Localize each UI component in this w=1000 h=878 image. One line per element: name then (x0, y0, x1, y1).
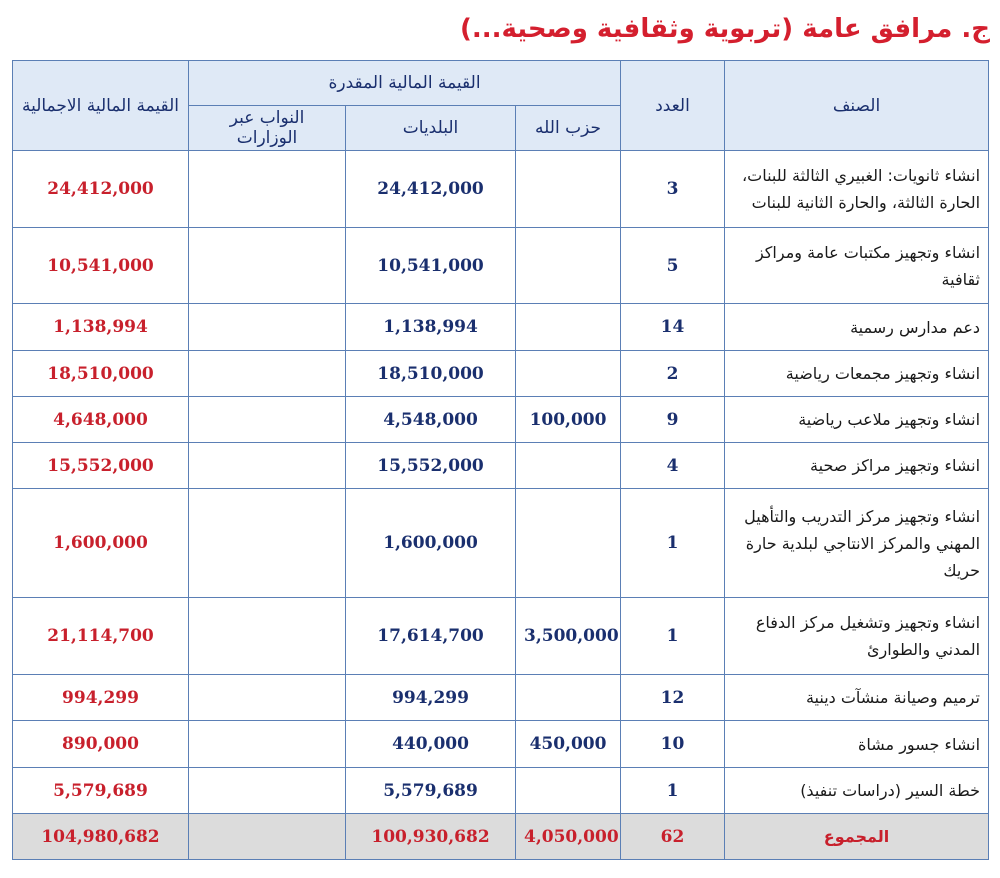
row-category: انشاء وتجهيز مركز التدريب والتأهيل المهني والمركز الانتاجي لبلدية حارة حريك (725, 489, 989, 598)
row-hezbollah (516, 151, 621, 228)
row-hezbollah (516, 228, 621, 304)
row-municipalities: 994,299 (346, 675, 516, 721)
row-mps (189, 721, 346, 768)
row-municipalities: 24,412,000 (346, 151, 516, 228)
sum-mps (189, 814, 346, 860)
row-municipalities: 10,541,000 (346, 228, 516, 304)
row-hezbollah (516, 768, 621, 814)
row-category: انشاء وتجهيز مكتبات عامة ومراكز ثقافية (725, 228, 989, 304)
row-mps (189, 443, 346, 489)
row-hezbollah (516, 675, 621, 721)
row-count: 2 (621, 351, 725, 397)
row-municipalities: 440,000 (346, 721, 516, 768)
row-hezbollah: 100,000 (516, 397, 621, 443)
row-hezbollah: 3,500,000 (516, 598, 621, 675)
row-count: 3 (621, 151, 725, 228)
row-total: 18,510,000 (13, 351, 189, 397)
row-municipalities: 5,579,689 (346, 768, 516, 814)
table-row (13, 721, 989, 768)
row-hezbollah (516, 351, 621, 397)
row-municipalities: 15,552,000 (346, 443, 516, 489)
header-hezbollah: حزب الله (516, 106, 621, 151)
table-row (13, 489, 989, 598)
row-mps (189, 675, 346, 721)
row-total: 1,138,994 (13, 304, 189, 351)
header-count: العدد (621, 61, 725, 151)
row-hezbollah: 450,000 (516, 721, 621, 768)
row-category: انشاء جسور مشاة (725, 721, 989, 768)
sum-municipalities: 100,930,682 (346, 814, 516, 860)
row-mps (189, 351, 346, 397)
row-hezbollah (516, 443, 621, 489)
row-municipalities: 4,548,000 (346, 397, 516, 443)
row-category: دعم مدارس رسمية (725, 304, 989, 351)
table-row (13, 397, 989, 443)
table-row (13, 351, 989, 397)
row-category: انشاء وتجهيز وتشغيل مركز الدفاع المدني والطوارئ (725, 598, 989, 675)
row-mps (189, 598, 346, 675)
row-count: 10 (621, 721, 725, 768)
row-mps (189, 304, 346, 351)
row-mps (189, 768, 346, 814)
row-mps (189, 151, 346, 228)
row-count: 1 (621, 598, 725, 675)
page-title: ج. مرافق عامة (تربوية وثقافية وصحية...) (459, 14, 990, 44)
header-mps-via-ministries: النواب عبر الوزارات (189, 106, 346, 151)
row-municipalities: 1,600,000 (346, 489, 516, 598)
row-total: 24,412,000 (13, 151, 189, 228)
row-total: 4,648,000 (13, 397, 189, 443)
row-category: انشاء ثانويات: الغبيري الثالثة للبنات، الحارة الثالثة، والحارة الثانية للبنات (725, 151, 989, 228)
row-count: 14 (621, 304, 725, 351)
sum-label: المجموع (725, 814, 989, 860)
row-count: 1 (621, 489, 725, 598)
row-municipalities: 1,138,994 (346, 304, 516, 351)
sum-count: 62 (621, 814, 725, 860)
row-count: 12 (621, 675, 725, 721)
header-estimated-value: القيمة المالية المقدرة (189, 61, 621, 106)
row-total: 21,114,700 (13, 598, 189, 675)
header-total-value: القيمة المالية الاجمالية (13, 61, 189, 151)
row-mps (189, 397, 346, 443)
row-count: 1 (621, 768, 725, 814)
row-category: انشاء وتجهيز ملاعب رياضية (725, 397, 989, 443)
row-count: 4 (621, 443, 725, 489)
row-category: خطة السير (دراسات تنفيذ) (725, 768, 989, 814)
row-count: 5 (621, 228, 725, 304)
row-total: 1,600,000 (13, 489, 189, 598)
row-hezbollah (516, 489, 621, 598)
sum-hezbollah: 4,050,000 (516, 814, 621, 860)
row-total: 994,299 (13, 675, 189, 721)
row-mps (189, 228, 346, 304)
row-total: 15,552,000 (13, 443, 189, 489)
row-total: 10,541,000 (13, 228, 189, 304)
table-sum-row (13, 814, 989, 860)
projects-table (12, 60, 989, 860)
row-count: 9 (621, 397, 725, 443)
table-row (13, 228, 989, 304)
row-municipalities: 18,510,000 (346, 351, 516, 397)
row-total: 5,579,689 (13, 768, 189, 814)
row-category: ترميم وصيانة منشآت دينية (725, 675, 989, 721)
table-row (13, 675, 989, 721)
row-mps (189, 489, 346, 598)
table-row (13, 151, 989, 228)
row-category: انشاء وتجهيز مجمعات رياضية (725, 351, 989, 397)
row-total: 890,000 (13, 721, 189, 768)
table-row (13, 304, 989, 351)
table-row (13, 443, 989, 489)
row-category: انشاء وتجهيز مراكز صحية (725, 443, 989, 489)
table-row (13, 598, 989, 675)
row-hezbollah (516, 304, 621, 351)
header-category: الصنف (725, 61, 989, 151)
row-municipalities: 17,614,700 (346, 598, 516, 675)
header-municipalities: البلديات (346, 106, 516, 151)
table-row (13, 768, 989, 814)
sum-total: 104,980,682 (13, 814, 189, 860)
